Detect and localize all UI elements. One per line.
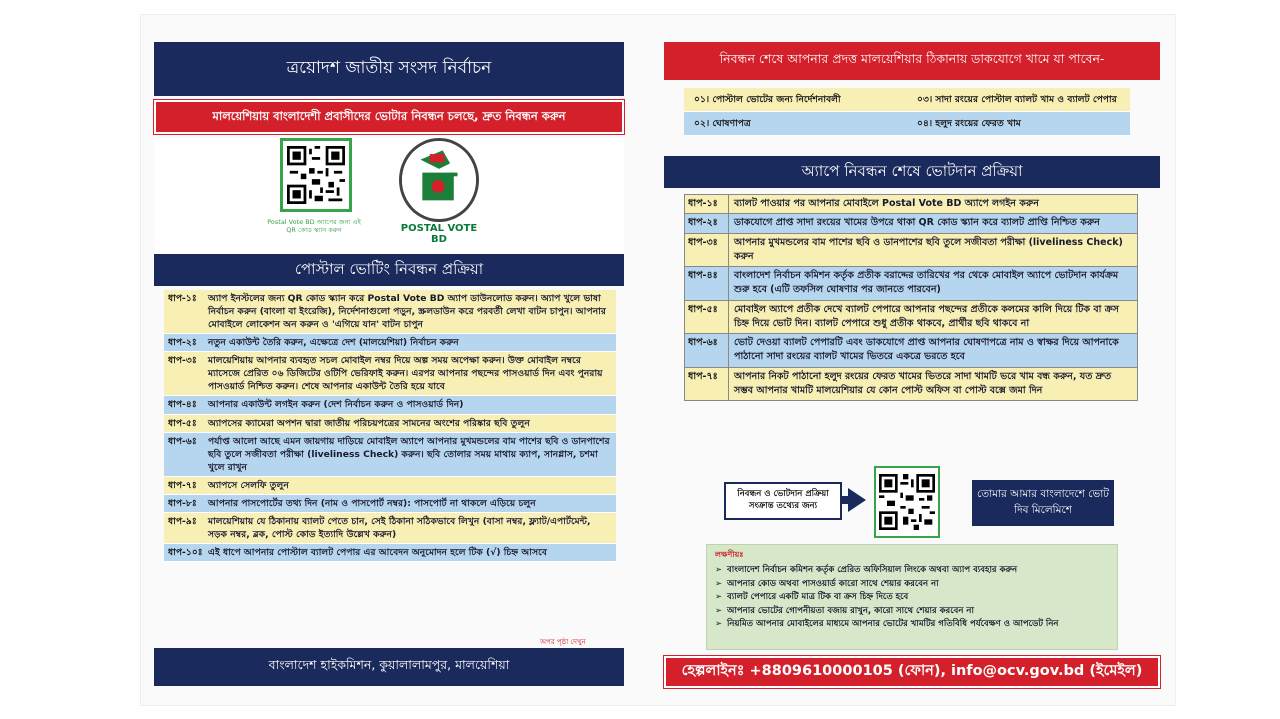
note-text: বাংলাদেশ নির্বাচন কমিশন কর্তৃক প্রেরিত অফিসিয়াল লিংকে অথবা অ্যাপ ব্যবহার করুন	[727, 565, 1018, 575]
list-item	[684, 88, 1130, 112]
postal-vote-logo-icon	[399, 138, 479, 222]
envelope-item: ০৪। হলুদ রংয়ের ফেরত খাম	[917, 118, 1021, 129]
arrow-bullet-icon: ➢	[715, 592, 723, 603]
list-item	[715, 605, 1109, 619]
notes-box	[706, 544, 1118, 650]
helpline-footer: হেল্পলাইনঃ +8809610000105 (ফোন), info@ocv.gov.bd (ইমেইল)	[664, 656, 1160, 688]
note-text: নিয়মিত আপনার মোবাইলের মাধ্যমে আপনার ভোটের খামটির গতিবিধি পর্যবেক্ষণ ও আপডেট নিন	[727, 619, 1059, 630]
qr-area	[154, 138, 624, 256]
info-qr-code[interactable]	[874, 466, 940, 538]
note-text: ব্যালট পেপারে একটি মাত্র টিক বা ক্রস চিহ্ন দিতে হবে	[727, 592, 909, 603]
step-key: ধাপ-১ঃ	[168, 293, 197, 304]
step-key: ধাপ-৬ঃ	[685, 334, 729, 367]
voting-step	[685, 334, 1137, 368]
registration-steps	[164, 290, 616, 562]
note-text: আপনার কোড অথবা পাসওয়ার্ড কারো সাথে শেয়ার করবেন না	[727, 578, 939, 589]
voting-step	[685, 368, 1137, 401]
step-key: ধাপ-৩ঃ	[168, 355, 197, 367]
voting-step	[685, 195, 1137, 214]
step-text: আপনার মুখমন্ডলের বাম পাশের ছবি ও ডানপাশের ছবি তুলে সজীবতা পরীক্ষা (liveliness Check) করুন	[734, 236, 1123, 262]
registration-step	[164, 396, 616, 414]
left-footer: বাংলাদেশ হাইকমিশন, কুয়ালালামপুর, মালয়েশিয়া	[154, 648, 624, 686]
envelope-contents-banner: নিবন্ধন শেষে আপনার প্রদত্ত মালয়েশিয়ার ঠিকানায় ডাকযোগে খামে যা পাবেন-	[664, 42, 1160, 80]
registration-process-title: পোস্টাল ভোটিং নিবন্ধন প্রক্রিয়া	[154, 254, 624, 286]
step-key: ধাপ-১০ঃ	[168, 547, 203, 558]
voting-steps	[684, 194, 1138, 401]
qr-code-icon	[287, 145, 345, 205]
step-text: অ্যাপসের ক্যামেরা অপশন দ্বারা জাতীয় পরিচয়পত্রের সামনের অংশের পরিষ্কার ছবি তুলুন	[208, 417, 530, 429]
qr-code-icon	[879, 471, 935, 533]
registration-step	[164, 352, 616, 396]
voting-process-title: অ্যাপে নিবন্ধন শেষে ভোটদান প্রক্রিয়া	[664, 156, 1160, 188]
notes-title: লক্ষণীয়ঃ	[715, 550, 744, 559]
registration-step	[164, 495, 616, 513]
step-key: ধাপ-২ঃ	[168, 337, 197, 349]
step-text: মালয়েশিয়ায় যে ঠিকানায় ব্যালট পেতে চান, সেই ঠিকানা সঠিকভাবে লিখুন (বাসা নম্বর, ফ্ল্যাট/এপার্টমেন্ট, সড়ক নম্বর, ব্লক, পোস্ট কোড ইত্যাদি উল্লেখ করুন)	[208, 515, 591, 540]
step-key: ধাপ-৪ঃ	[685, 267, 729, 300]
step-key: ধাপ-৫ঃ	[168, 417, 197, 429]
arrow-bullet-icon: ➢	[715, 619, 723, 630]
list-item	[715, 591, 1109, 605]
step-key: ধাপ-২ঃ	[685, 214, 729, 232]
list-item	[684, 112, 1130, 136]
list-item	[715, 618, 1109, 632]
step-key: ধাপ-৭ঃ	[168, 479, 197, 491]
registration-step	[164, 513, 616, 544]
slogan-box: তোমার আমার বাংলাদেশে ভোট দিব মিলেমিশে	[972, 480, 1114, 526]
step-text: ব্যালট পাওয়ার পর আপনার মোবাইলে Postal Vote BD অ্যাপে লগইন করুন	[734, 198, 1039, 209]
step-text: অ্যাপ ইনস্টলের জন্য QR কোড স্ক্যান করে Postal Vote BD অ্যাপ ডাউনলোড করুন। অ্যাপ খুলে ভাষা নির্বাচন করুন (বাংলা বা ইংরেজি), নির্দেশনাগুলো পড়ুন, স্ক্রলডাউন করে পরবর্তী লেখা বাটন চাপুন। আপনার মোবাইলে লোকেশন অন করুন ও 'এগিয়ে যান' বাটন চাপুন	[208, 293, 606, 331]
registration-step	[164, 415, 616, 433]
arrow-bullet-icon: ➢	[715, 605, 723, 616]
arrow-bullet-icon: ➢	[715, 565, 723, 575]
registration-step	[164, 290, 616, 334]
envelope-item: ০২। ঘোষণাপত্র	[694, 118, 751, 129]
step-text: আপনার একাউন্ট লগইন করুন (দেশ নির্বাচন করুন ও পাসওয়ার্ড দিন)	[208, 399, 464, 411]
registration-step	[164, 433, 616, 477]
info-callout: নিবন্ধন ও ভোটদান প্রক্রিয়া সংক্রান্ত তথ্যের জন্য	[724, 482, 842, 520]
step-key: ধাপ-৪ঃ	[168, 399, 197, 411]
step-text: ডাকযোগে প্রাপ্ত সাদা রংয়ের খামের উপরে থাকা QR কোড স্ক্যান করে ব্যালট প্রাপ্তি নিশ্চিত করুন	[734, 217, 1100, 229]
step-text: আপনার নিকট পাঠানো হলুদ রংয়ের ফেরত খামের ভিতরে সাদা খামটি ভরে খাম বন্ধ করুন, যত দ্রুত সম্ভব আপনার খামটি মালয়েশিয়ার যে কোন পোস্ট অফিস বা পোস্ট বক্সে জমা দিন	[734, 370, 1112, 396]
step-key: ধাপ-৬ঃ	[168, 435, 197, 447]
qr-caption: Postal Vote BD অ্যাপের জন্য এই QR কোড স্ক্যান করুন	[267, 218, 361, 235]
envelope-item: ০১। পোস্টাল ভোটের জন্য নির্দেশনাবলী	[694, 94, 841, 105]
step-key: ধাপ-১ঃ	[685, 195, 729, 213]
registration-banner: মালয়েশিয়ায় বাংলাদেশী প্রবাসীদের ভোটার নিবন্ধন চলছে, দ্রুত নিবন্ধন করুন	[154, 100, 624, 134]
step-key: ধাপ-৫ঃ	[685, 301, 729, 334]
step-text: পর্যাপ্ত আলো আছে এমন জায়গায় দাড়িয়ে মোবাইল অ্যাপে আপনার মুখমন্ডলের বাম পাশের ছবি ও ডানপাশের ছবি তুলে সজীবতা পরীক্ষা (liveliness Check) করুন। ছবি তোলার সময় মাথায় ক্যাপ, সানগ্লাস, চশমা খুলে রাখুন	[208, 435, 610, 473]
registration-step	[164, 334, 616, 352]
list-item	[715, 578, 1109, 592]
postal-vote-logo-text: POSTAL VOTE BD	[400, 223, 478, 245]
registration-step	[164, 544, 616, 562]
step-key: ধাপ-৩ঃ	[685, 234, 729, 267]
step-text: আপনার পাসপোর্টের তথ্য দিন (নাম ও পাসপোর্ট নম্বর): পাসপোর্ট না থাকলে এড়িয়ে চলুন	[208, 497, 536, 509]
step-key: ধাপ-৮ঃ	[168, 497, 197, 509]
see-other-page-note: অপর পৃষ্ঠা দেখুন	[540, 638, 586, 646]
voting-step	[685, 301, 1137, 335]
note-text: আপনার ভোটের গোপনীয়তা বজায় রাখুন, কারো সাথে শেয়ার করবেন না	[727, 605, 974, 616]
step-text: মালয়েশিয়ায় আপনার ব্যবহৃত সচল মোবাইল নম্বর দিয়ে অল্প সময় অপেক্ষা করুন। উক্ত মোবাইল নম্বরে ম্যাসেজে প্রেরিত ০৬ ডিজিটের ওটিপি ভেরিফাই করুন। এরপর আপনার পছন্দের পাসওয়ার্ড দিন এবং পুনরায় পাসওয়ার্ড নিশ্চিত করুন। শেষে আপনার একাউন্ট তৈরি হয়ে যাবে	[208, 355, 603, 393]
voting-step	[685, 214, 1137, 233]
step-text: অ্যাপসে সেলফি তুলুন	[208, 479, 289, 491]
arrow-bullet-icon: ➢	[715, 578, 723, 589]
step-key: ধাপ-৭ঃ	[685, 368, 729, 401]
step-text: ভোট দেওয়া ব্যালট পেপারটি এবং ডাকযোগে প্রাপ্ত আপনার ঘোষণাপত্রে নাম ও স্বাক্ষর দিয়ে আপনাকে পাঠানো সাদা রংয়ের ব্যালট খামের ভিতরে একত্রে ভরতে হবে	[734, 337, 1119, 363]
registration-step	[164, 477, 616, 495]
step-text: মোবাইল অ্যাপে প্রতীক দেখে ব্যালট পেপারে আপনার পছন্দের প্রতীকে কলমের কালি দিয়ে টিক বা ক্রস চিহ্ন দিয়ে ভোট দিন। ব্যালট পেপারে শুধু প্রতীক থাকবে, প্রার্থীর ছবি থাকবে না	[734, 303, 1119, 329]
step-key: ধাপ-৯ঃ	[168, 515, 197, 527]
voting-step	[685, 267, 1137, 301]
step-text: বাংলাদেশ নির্বাচন কমিশন কর্তৃক প্রতীক বরাদ্দের তারিখের পর থেকে মোবাইল অ্যাপে ভোটদান কার্যক্রম শুরু হবে (এটি তফসিল ঘোষণার পর জানতে পারবেন)	[734, 270, 1119, 296]
step-text: এই ধাপে আপনার পোস্টাল ব্যালট পেপার এর আবেদন অনুমোদন হলে টিক (√) চিহ্ন আসবে	[208, 547, 547, 558]
step-text: নতুন একাউন্ট তৈরি করুন, এক্ষেত্রে দেশ (মালয়েশিয়া) নির্বাচন করুন	[208, 337, 459, 349]
election-title: ত্রয়োদশ জাতীয় সংসদ নির্বাচন	[154, 42, 624, 96]
envelope-items	[684, 88, 1130, 136]
list-item	[715, 564, 1109, 578]
voting-step	[685, 234, 1137, 268]
arrow-right-icon	[848, 488, 866, 512]
app-qr-code[interactable]	[280, 138, 352, 212]
envelope-item: ০৩। সাদা রংয়ের পোস্টাল ব্যালট খাম ও ব্যালট পেপার	[917, 94, 1117, 105]
